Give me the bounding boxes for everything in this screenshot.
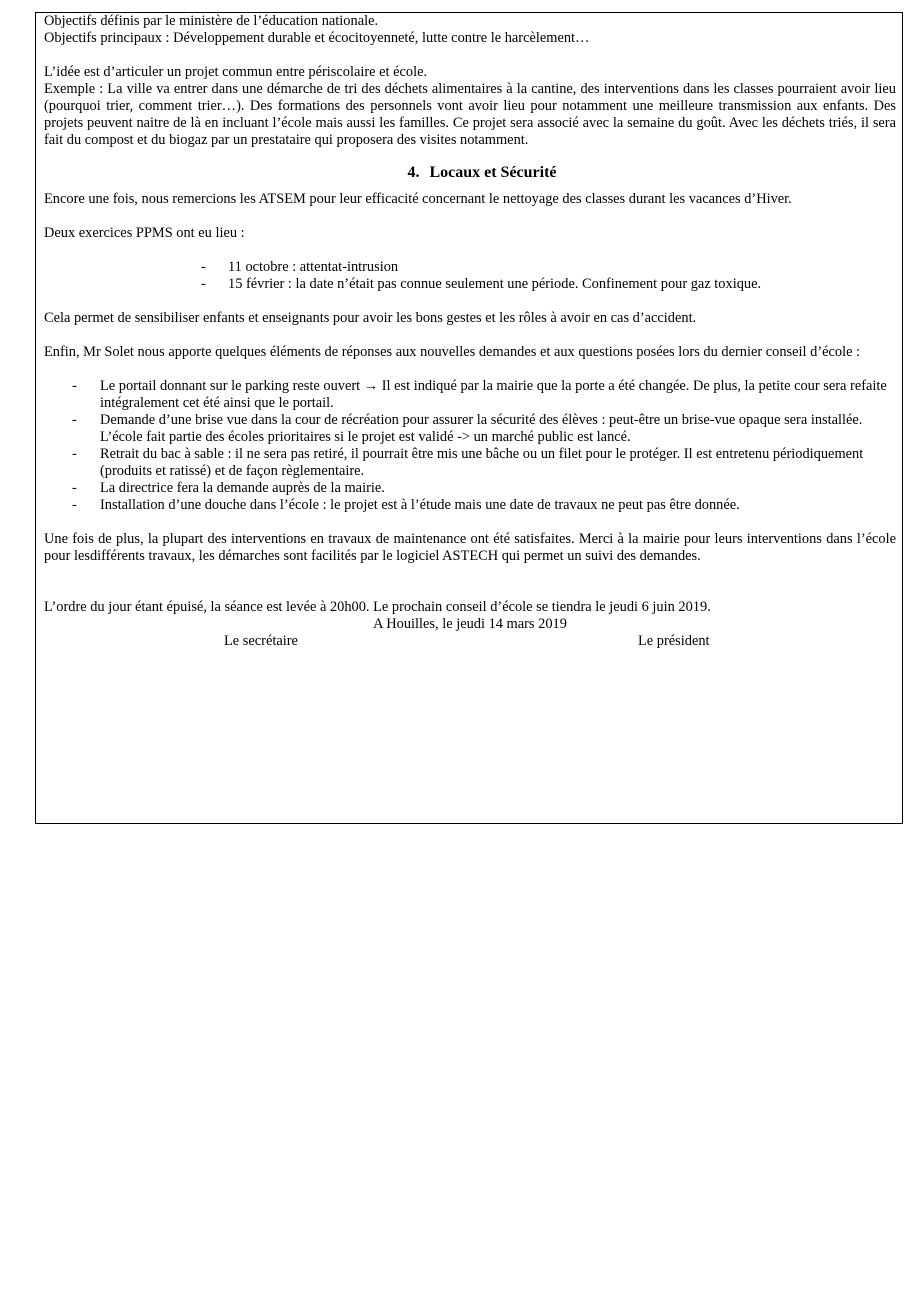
document-frame	[35, 12, 903, 824]
list-item: - Installation d’une douche dans l’école : le projet est à l’étude mais une date de travaux ne peut pas être donnée.	[72, 497, 740, 513]
president-label: Le président	[638, 633, 710, 649]
adjourn-line: L’ordre du jour étant épuisé, la séance est levée à 20h00. Le prochain conseil d’école se tiendra le jeudi 6 juin 2019.	[44, 599, 711, 615]
list-item: - 15 février : la date n’était pas connue seulement une période. Confinement pour gaz toxique.	[201, 276, 762, 292]
solet-intro: Enfin, Mr Solet nous apporte quelques éléments de réponses aux nouvelles demandes et aux questions posées lors du dernier conseil d’école :	[44, 344, 861, 360]
section-number: 4.	[407, 164, 420, 181]
maintenance-paragraph: Une fois de plus, la plupart des interventions en travaux de maintenance ont été satisfaites. Merci à la mairie pour leurs interventions dans l’école pour lesdifférents travaux, les démarches sont facilités par le logiciel ASTECH qui permet un suivi des demandes.	[44, 531, 896, 564]
signature-row	[44, 633, 896, 651]
objectives-line: Objectifs définis par le ministère de l’éducation nationale.	[44, 13, 379, 29]
ppms-list	[44, 259, 896, 293]
list-item: - La directrice fera la demande auprès de la mairie.	[72, 480, 385, 496]
awareness-paragraph: Cela permet de sensibiliser enfants et enseignants pour avoir les bons gestes et les rôles à avoir en cas d’accident.	[44, 310, 697, 326]
example-paragraph: Exemple : La ville va entrer dans une démarche de tri des déchets alimentaires à la cantine, des interventions dans les classes pourraient avoir lieu (pourquoi trier, comment trier…). Des formations des personnels vont avoir lieu pour notamment une meilleure transmission aux enfants. Des projets peuvent naitre de là en incluant l’école mais aussi les familles. Ce projet sera associé avec la semaine du goût. Avec les déchets triés, il sera fait du compost et du biogaz par un prestataire qui proposera des visites notamment.	[44, 81, 896, 148]
project-idea: L’idée est d’articuler un projet commun entre périscolaire et école.	[44, 64, 428, 80]
atsem-thanks: Encore une fois, nous remercions les ATSEM pour leur efficacité concernant le nettoyage des classes durant les vacances d’Hiver.	[44, 191, 792, 207]
list-item: - Le portail donnant sur le parking reste ouvert → Il est indiqué par la mairie que la porte a été changée. De plus, la petite cour sera refaite intégralement cet été ainsi que le portail.	[72, 378, 887, 411]
list-item: - Retrait du bac à sable : il ne sera pas retiré, il pourrait être mis une bâche ou un filet pour le protéger. Il est entretenu périodiquement (produits et ratissé) et de façon règlementaire.	[72, 446, 864, 479]
section-heading	[44, 163, 896, 183]
list-item: - 11 octobre : attentat-intrusion	[201, 259, 399, 275]
secretary-label: Le secrétaire	[224, 633, 298, 649]
requests-list	[44, 378, 896, 514]
main-objectives-line: Objectifs principaux : Développement durable et écocitoyenneté, lutte contre le harcèlement…	[44, 30, 590, 46]
ppms-intro: Deux exercices PPMS ont eu lieu :	[44, 225, 245, 241]
list-item: - Demande d’une brise vue dans la cour de récréation pour assurer la sécurité des élèves : peut-être un brise-vue opaque sera installée. L’école fait partie des écoles prioritaires si le projet est validé -> un marché public est lancé.	[72, 412, 863, 445]
document-content	[44, 13, 896, 651]
place-date: A Houilles, le jeudi 14 mars 2019	[373, 616, 567, 632]
section-title: Locaux et Sécurité	[429, 164, 557, 181]
